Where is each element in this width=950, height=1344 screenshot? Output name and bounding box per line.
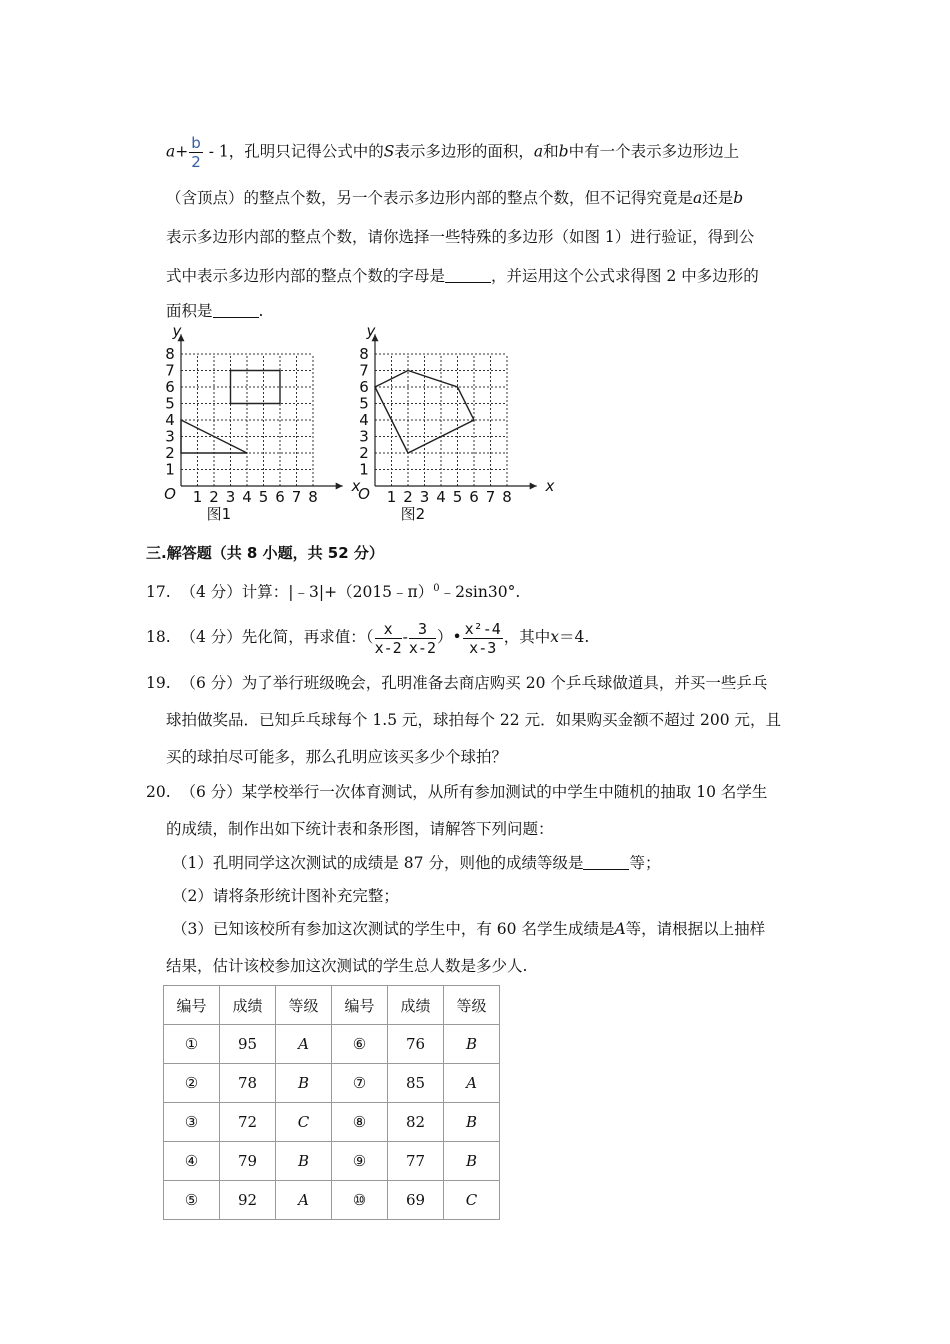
figures-svg [150,321,555,535]
y-tick-label: 4 [359,411,369,429]
q20-part1 [172,852,660,874]
x-axis-arrow [530,483,537,490]
table-header-cell: 等级 [444,986,500,1025]
x-axis-label: x [351,477,361,495]
q16-text: 面积是 [166,302,213,320]
table-row [164,1064,500,1103]
table-cell: B [444,1142,500,1181]
table-row [164,1025,500,1064]
answer-blank[interactable] [445,266,491,283]
table-cell: ⑨ [332,1142,388,1181]
origin-label: O [358,485,370,503]
table-cell: ⑦ [332,1064,388,1103]
q20-line2: 的成绩，制作出如下统计表和条形图，请解答下列问题： [166,820,554,838]
formula-plus: + [175,142,189,161]
y-tick-label: 1 [165,460,175,479]
var-x: x [550,628,560,646]
y-tick-label: 5 [359,394,369,413]
var-b: b [558,142,569,161]
q20-text: （3）已知该校所有参加这次测试的学生中，有 60 名学生成绩是 [172,920,615,938]
table-header-cell: 编号 [332,986,388,1025]
denominator: x-3 [469,638,497,657]
q20-part3 [172,918,765,940]
figure-caption: 图2 [400,505,426,523]
x-tick-label: 7 [291,488,302,506]
table-cell: 69 [388,1181,444,1220]
question-17 [146,578,520,603]
q16-text: 和 [543,142,559,161]
var-S: S [383,142,395,161]
table-cell: 76 [388,1025,444,1064]
q17-text: （4 分）计算：|﹣3|+（2015﹣π） [180,583,434,602]
table-cell: C [276,1103,332,1142]
q18-text: （4 分）先化简，再求值：（ [180,628,374,646]
var-a: a [533,142,544,161]
table-cell: C [444,1181,500,1220]
answer-blank[interactable] [213,301,259,318]
answer-blank[interactable] [583,853,629,870]
minus-sign: - [402,628,408,646]
q16-text: 中有一个表示多边形边上 [568,142,740,161]
x-tick-label: 4 [242,488,252,506]
q16-line3: 表示多边形内部的整点个数，请你选择一些特殊的多边形（如图 1）进行验证，得到公 [166,228,755,246]
table-cell: 72 [220,1103,276,1142]
score-table-body [164,986,500,1220]
multiply-sign: ）• [437,628,462,646]
y-tick-label: 1 [359,460,369,479]
x-tick-label: 6 [469,488,479,506]
score-table [163,985,500,1220]
q16-text: ，并运用这个公式求得图 2 中多边形的 [491,267,759,285]
q16-text: （含顶点）的整点个数，另一个表示多边形内部的整点个数，但不记得究竟是 [166,189,694,207]
x-axis-arrow [336,483,343,490]
x-tick-label: 2 [403,488,413,506]
q16-text: 还是 [702,189,734,207]
table-cell: 79 [220,1142,276,1181]
q19-line3: 买的球拍尽可能多，那么孔明应该买多少个球拍？ [166,748,508,766]
fraction-3 [463,620,503,657]
x-tick-label: 1 [386,488,397,506]
table-cell: ⑧ [332,1103,388,1142]
y-tick-label: 2 [165,444,175,462]
y-tick-label: 8 [359,345,369,363]
q16-line4 [166,265,759,287]
grade-A: A [614,920,626,938]
question-number: 17. [146,583,171,602]
numerator: x [375,620,402,639]
fraction-1 [375,620,402,657]
table-row [164,1103,500,1142]
fraction-2 [409,620,436,657]
y-tick-label: 7 [359,361,369,380]
var-b: b [733,189,744,207]
x-tick-label: 5 [258,488,269,506]
table-header-cell: 成绩 [388,986,444,1025]
table-cell: B [444,1025,500,1064]
q19-line2: 球拍做奖品．已知乒乓球每个 1.5 元，球拍每个 22 元．如果购买金额不超过 200 元，且 [166,711,782,729]
question-number: 18. [146,628,171,646]
x-axis-label: x [545,477,555,495]
y-axis-label: y [172,321,182,340]
q20-part2: （2）请将条形统计图补充完整； [172,887,399,905]
q16-text: 式中表示多边形内部的整点个数的字母是 [166,267,446,285]
y-tick-label: 6 [359,378,369,396]
table-header-row [164,986,500,1025]
question-20 [146,781,767,803]
q17-tail: ﹣2sin30°. [439,583,521,602]
q18-text: ，其中 [503,628,551,646]
q20-line1: （6 分）某学校举行一次体育测试，从所有参加测试的中学生中随机的抽取 10 名学生 [180,783,768,801]
denominator: x-2 [374,638,402,657]
x-tick-label: 7 [485,488,496,506]
question-18 [146,616,589,658]
exponent: 0 [433,583,440,594]
table-cell: 92 [220,1181,276,1220]
question-19 [146,672,767,694]
table-cell: ⑥ [332,1025,388,1064]
table-cell: 85 [388,1064,444,1103]
formula-a: a [166,142,176,161]
q18-text: ＝4. [559,628,590,646]
y-tick-label: 4 [165,411,175,429]
q20-text: 等； [629,854,661,872]
table-cell: B [444,1103,500,1142]
table-header-cell: 编号 [164,986,220,1025]
table-cell: B [276,1142,332,1181]
table-cell: ⑩ [332,1181,388,1220]
q16-line2 [166,187,743,209]
table-row [164,1181,500,1220]
y-tick-label: 8 [165,345,175,363]
q16-text: . [258,302,264,320]
table-header-cell: 等级 [276,986,332,1025]
q20-part3-line2: 结果，估计该校参加这次测试的学生总人数是多少人. [166,957,528,975]
table-cell: B [276,1064,332,1103]
origin-label: O [164,485,176,503]
y-tick-label: 7 [165,361,175,380]
q16-line5 [166,300,263,322]
table-cell: 78 [220,1064,276,1103]
formula-fraction [189,134,203,171]
table-cell: 77 [388,1142,444,1181]
x-tick-label: 4 [436,488,446,506]
table-row [164,1142,500,1181]
y-tick-label: 5 [165,394,175,413]
q16-text: 表示多边形的面积， [394,142,534,161]
var-a: a [693,189,703,207]
table-cell: 82 [388,1103,444,1142]
q16-line1 [166,134,739,171]
y-tick-label: 2 [359,444,369,462]
x-tick-label: 8 [502,488,512,506]
question-number: 19. [146,674,171,692]
table-header-cell: 成绩 [220,986,276,1025]
x-tick-label: 3 [225,488,236,506]
x-tick-label: 6 [275,488,285,506]
table-cell: A [276,1181,332,1220]
x-tick-label: 8 [308,488,318,506]
y-axis-label: y [366,321,376,340]
table-cell: A [444,1064,500,1103]
numerator: x²-4 [464,619,501,638]
q20-text: 等，请根据以上抽样 [625,920,766,938]
q19-line1: （6 分）为了举行班级晚会，孔明准备去商店购买 20 个乒乓球做道具，并买一些乒乓 [180,674,768,692]
table-cell: ④ [164,1142,220,1181]
table-cell: 95 [220,1025,276,1064]
q20-text: （1）孔明同学这次测试的成绩是 87 分，则他的成绩等级是 [172,854,584,872]
x-tick-label: 5 [452,488,463,506]
question-number: 20. [146,783,171,801]
table-cell: ③ [164,1103,220,1142]
numerator: 3 [409,620,436,639]
x-tick-label: 2 [209,488,219,506]
table-cell: A [276,1025,332,1064]
formula-denominator: 2 [191,153,201,171]
table-cell: ① [164,1025,220,1064]
table-cell: ⑤ [164,1181,220,1220]
y-tick-label: 6 [165,378,175,396]
formula-tail: - 1，孔明只记得公式中的 [203,142,384,161]
table-cell: ② [164,1064,220,1103]
denominator: x-2 [408,638,436,657]
figure-caption: 图1 [206,505,232,523]
formula-b: b [191,134,201,152]
x-tick-label: 3 [419,488,430,506]
y-tick-label: 3 [359,427,369,446]
section-title: 三.解答题（共 8 小题，共 52 分） [146,544,384,562]
y-tick-label: 3 [165,427,175,446]
x-tick-label: 1 [192,488,203,506]
